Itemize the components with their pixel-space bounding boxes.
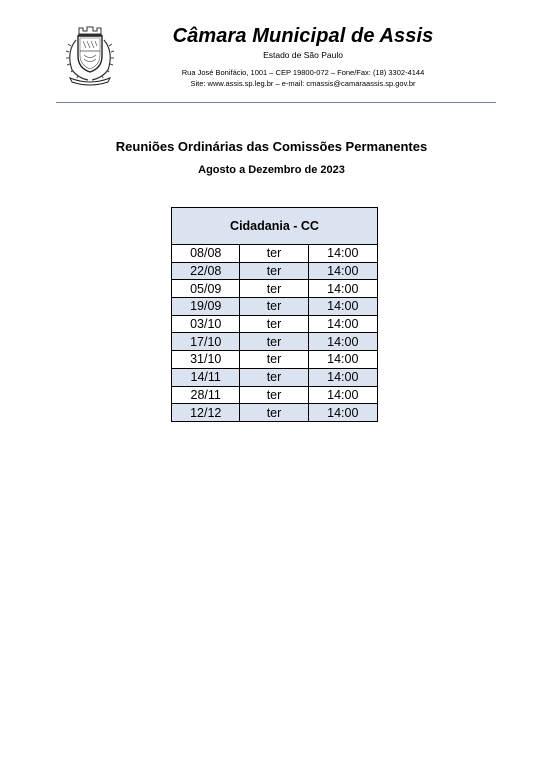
meeting-date: 28/11 — [172, 386, 240, 404]
schedule-rows — [172, 245, 378, 422]
meeting-date: 14/11 — [172, 368, 240, 386]
table-row — [172, 333, 378, 351]
meeting-time: 14:00 — [308, 368, 377, 386]
table-header-row — [172, 208, 378, 245]
document-title: Reuniões Ordinárias das Comissões Permanentes — [115, 139, 428, 154]
table-row — [172, 368, 378, 386]
table-row — [172, 351, 378, 369]
meeting-date: 08/08 — [172, 245, 240, 263]
meeting-date: 31/10 — [172, 351, 240, 369]
table-row — [172, 315, 378, 333]
meeting-weekday: ter — [240, 386, 308, 404]
organization-address: Rua José Bonifácio, 1001 – CEP 19800-072 – Fone/Fax: (18) 3302-4144 — [181, 68, 425, 77]
meeting-time: 14:00 — [308, 298, 377, 316]
meeting-weekday: ter — [240, 404, 308, 422]
table-row — [172, 280, 378, 298]
meeting-time: 14:00 — [308, 245, 377, 263]
meeting-time: 14:00 — [308, 333, 377, 351]
meeting-weekday: ter — [240, 245, 308, 263]
meeting-weekday: ter — [240, 280, 308, 298]
meeting-time: 14:00 — [308, 280, 377, 298]
meeting-weekday: ter — [240, 368, 308, 386]
meeting-schedule-table — [171, 207, 378, 422]
table-row — [172, 245, 378, 263]
table-row — [172, 298, 378, 316]
organization-state: Estado de São Paulo — [263, 50, 343, 60]
meeting-date: 17/10 — [172, 333, 240, 351]
header-divider — [56, 102, 496, 103]
committee-name: Cidadania - CC — [172, 208, 378, 245]
meeting-date: 22/08 — [172, 262, 240, 280]
coat-of-arms-icon — [62, 24, 118, 86]
meeting-date: 19/09 — [172, 298, 240, 316]
meeting-date: 03/10 — [172, 315, 240, 333]
table-row — [172, 262, 378, 280]
document-subtitle: Agosto a Dezembro de 2023 — [198, 164, 345, 176]
meeting-time: 14:00 — [308, 351, 377, 369]
meeting-time: 14:00 — [308, 315, 377, 333]
organization-name: Câmara Municipal de Assis — [172, 25, 434, 47]
meeting-weekday: ter — [240, 351, 308, 369]
meeting-weekday: ter — [240, 298, 308, 316]
meeting-time: 14:00 — [308, 386, 377, 404]
meeting-date: 12/12 — [172, 404, 240, 422]
meeting-time: 14:00 — [308, 262, 377, 280]
table-row — [172, 404, 378, 422]
organization-contact: Site: www.assis.sp.leg.br – e-mail: cmassis@camaraassis.sp.gov.br — [190, 79, 416, 88]
table-row — [172, 386, 378, 404]
meeting-weekday: ter — [240, 333, 308, 351]
meeting-time: 14:00 — [308, 404, 377, 422]
meeting-date: 05/09 — [172, 280, 240, 298]
meeting-weekday: ter — [240, 262, 308, 280]
meeting-weekday: ter — [240, 315, 308, 333]
